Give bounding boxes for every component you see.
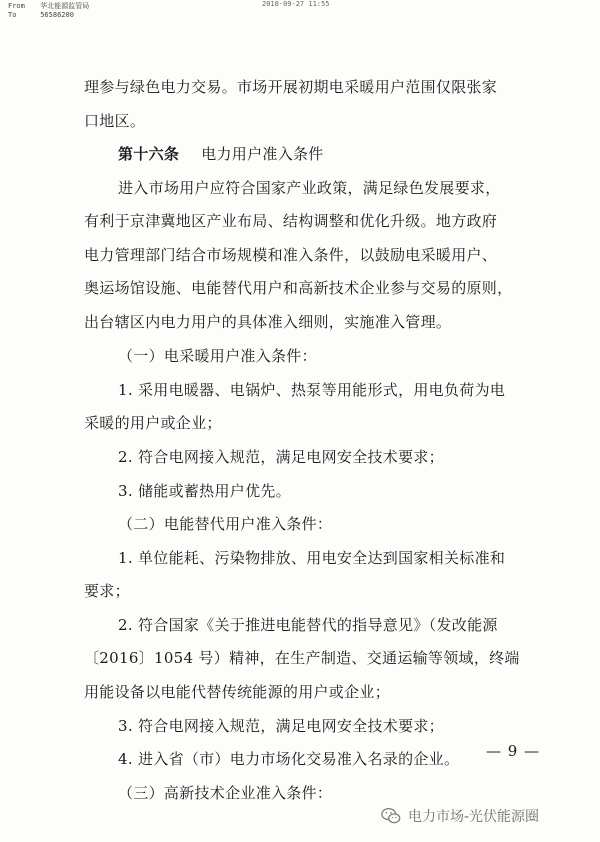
section-heading: （三）高新技术企业准入条件： bbox=[118, 784, 333, 802]
section-heading: （一）电采暖用户准入条件： bbox=[118, 347, 317, 365]
section-heading: （二）电能替代用户准入条件： bbox=[118, 515, 333, 533]
watermark bbox=[380, 805, 539, 827]
fax-header bbox=[8, 2, 89, 20]
list-item: 1. 单位能耗、污染物排放、用电安全达到国家相关标准和 bbox=[118, 549, 506, 567]
list-item: 3. 储能或蓄热用户优先。 bbox=[118, 482, 291, 500]
paragraph-line: 理参与绿色电力交易。市场开展初期电采暖用户范围仅限张家 bbox=[84, 78, 498, 96]
wechat-icon bbox=[380, 805, 402, 827]
article-heading bbox=[118, 144, 324, 164]
paragraph-line: 口地区。 bbox=[84, 112, 146, 130]
list-item: 3. 符合电网接入规范，满足电网安全技术要求； bbox=[118, 717, 444, 735]
list-item: 2. 符合国家《关于推进电能替代的指导意见》（发改能源 bbox=[118, 616, 498, 634]
list-item: 4. 进入省（市）电力市场化交易准入名录的企业。 bbox=[118, 750, 460, 768]
list-item: 2. 符合电网接入规范，满足电网安全技术要求； bbox=[118, 448, 444, 466]
paragraph-line: 出台辖区内电力用户的具体准入细则，实施准入管理。 bbox=[84, 313, 452, 331]
fax-from-row bbox=[8, 2, 89, 11]
list-item-continuation: 采暖的用户或企业； bbox=[84, 414, 222, 432]
article-number: 第十六条 bbox=[118, 145, 180, 163]
fax-from-value: 华北能源监管局 bbox=[40, 2, 90, 10]
page-number: — 9 — bbox=[486, 742, 541, 760]
fax-timestamp: 2018-09-27 11:55 bbox=[262, 0, 330, 8]
list-item-continuation: 用能设备以电能代替传统能源的用户或企业； bbox=[84, 683, 391, 701]
list-item: 1. 采用电暖器、电锅炉、热泵等用能形式，用电负荷为电 bbox=[118, 381, 506, 399]
list-item-continuation: 要求； bbox=[84, 582, 130, 600]
article-name: 电力用户准入条件 bbox=[201, 145, 324, 163]
watermark-text: 电力市场-光伏能源圈 bbox=[408, 809, 540, 825]
paragraph-line: 进入市场用户应符合国家产业政策，满足绿色发展要求， bbox=[118, 179, 501, 197]
fax-to-value: 56586200 bbox=[40, 11, 74, 19]
paragraph-line: 奥运场馆设施、电能替代用户和高新技术企业参与交易的原则， bbox=[84, 279, 513, 297]
paragraph-line: 有利于京津冀地区产业布局、结构调整和优化升级。地方政府 bbox=[84, 212, 498, 230]
list-item-continuation: 〔2016〕1054 号）精神，在生产制造、交通运输等领域，终端 bbox=[84, 649, 520, 667]
paragraph-line: 电力管理部门结合市场规模和准入条件，以鼓励电采暖用户、 bbox=[84, 246, 498, 264]
fax-to-row bbox=[8, 11, 89, 20]
fax-to-label: To bbox=[8, 11, 17, 19]
fax-from-label: From bbox=[8, 2, 25, 10]
